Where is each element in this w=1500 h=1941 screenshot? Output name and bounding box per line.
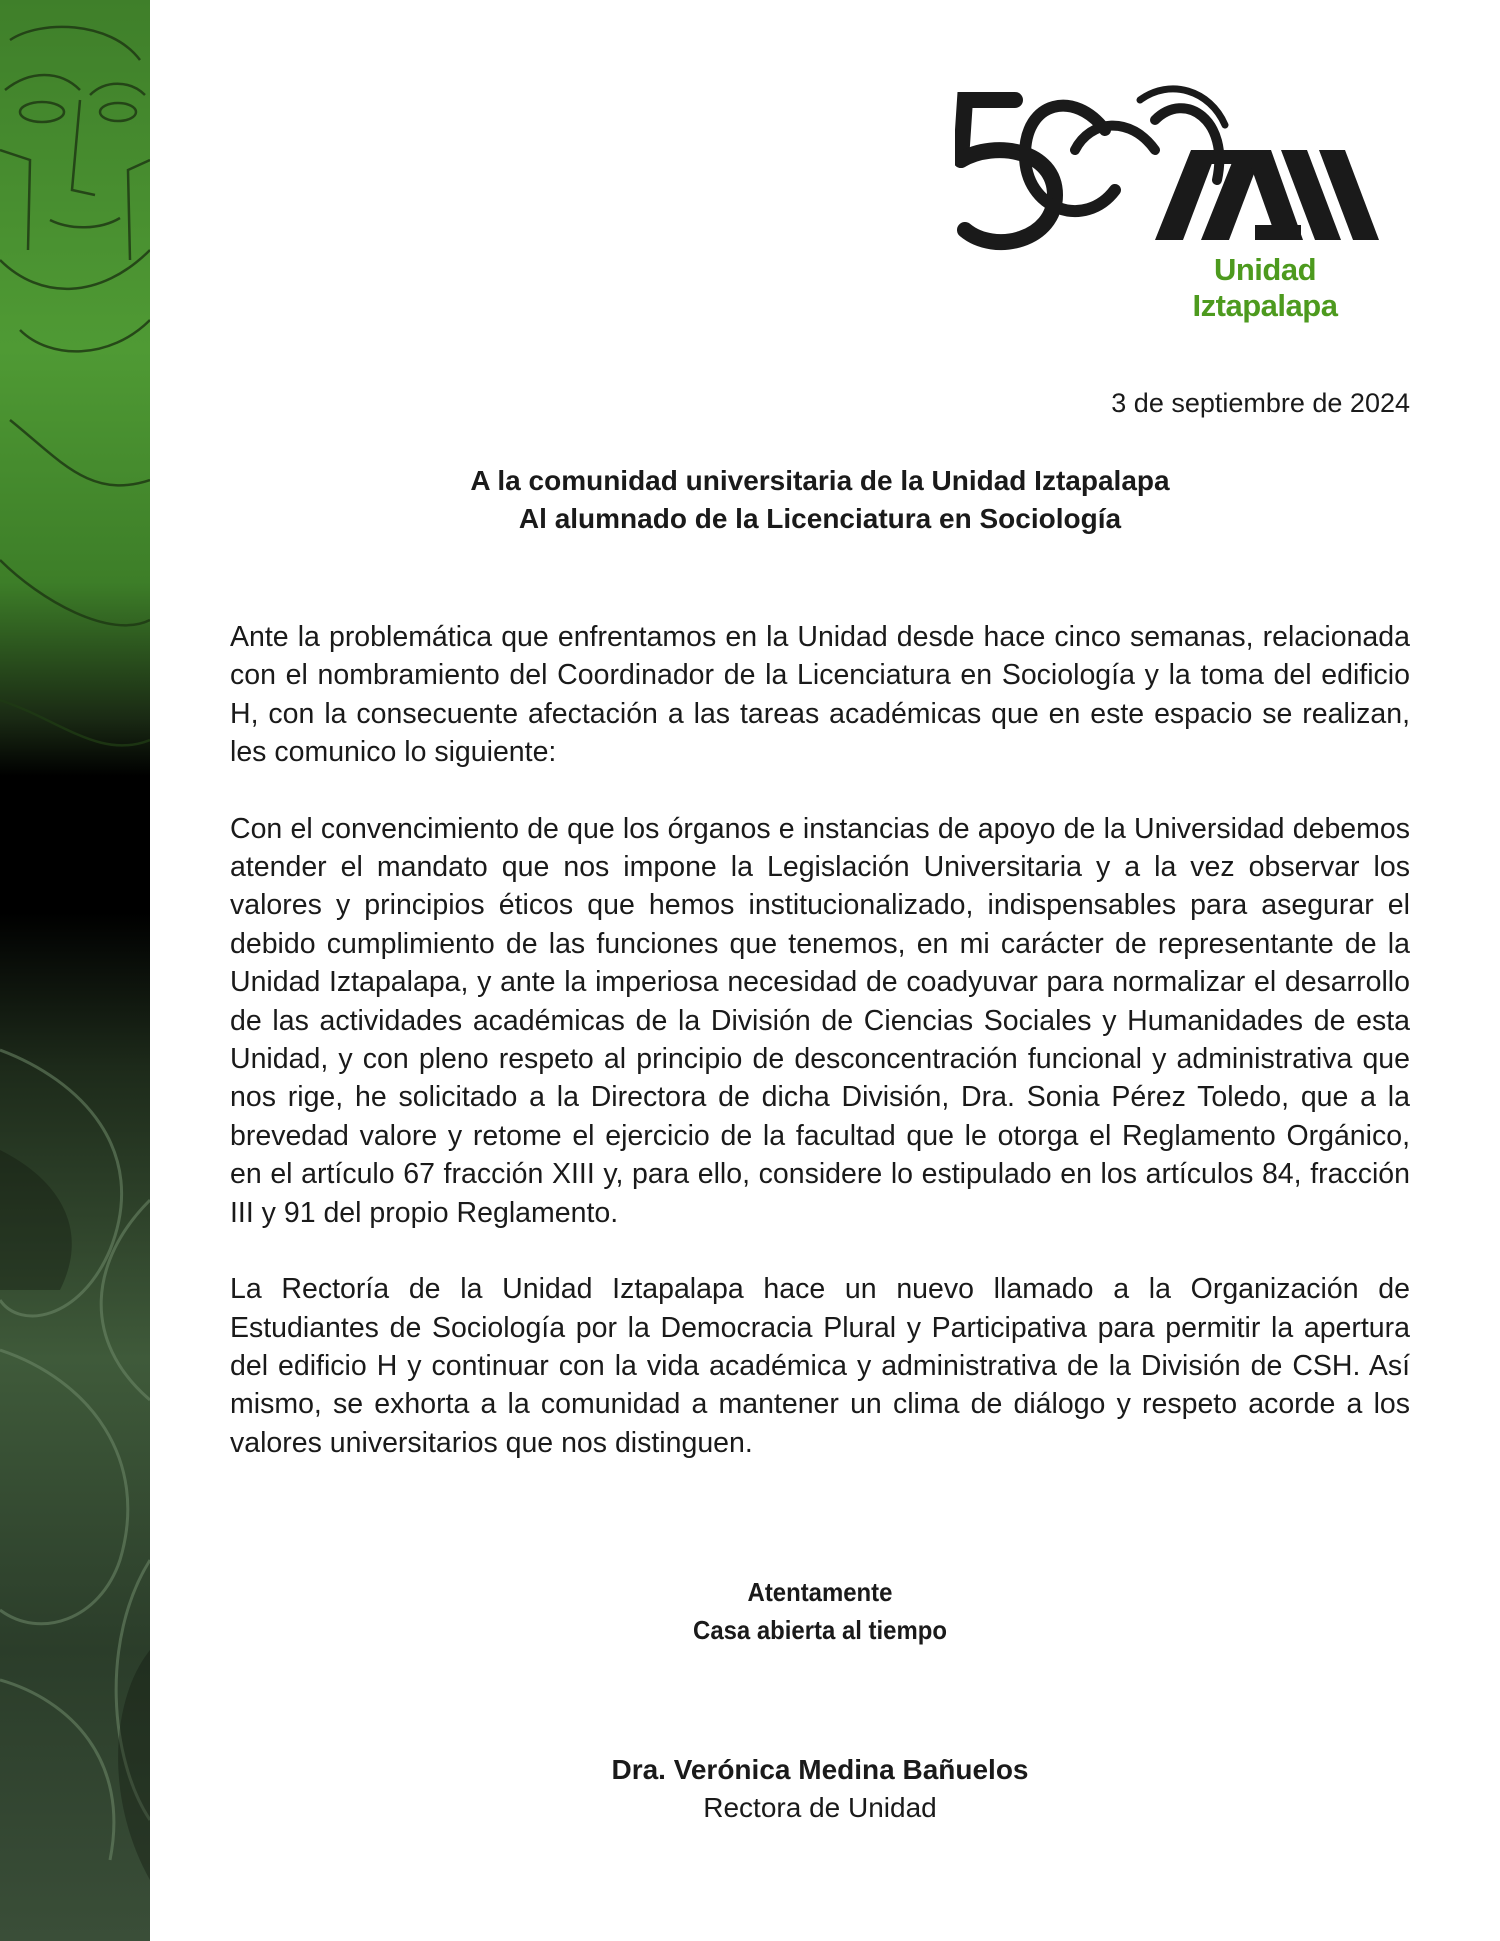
letter-date: 3 de septiembre de 2024 [1111, 388, 1410, 418]
closing-line: Atentamente [747, 1577, 893, 1607]
uam-50-logo [955, 80, 1415, 323]
signer-title: Rectora de Unidad [703, 1792, 937, 1823]
closing-motto: Casa abierta al tiempo [693, 1615, 947, 1645]
side-mural-image [0, 0, 150, 1941]
logo-mark-graphic [955, 80, 1415, 260]
logo-caption: Unidad Iztapalapa [1192, 252, 1338, 323]
closing [277, 1573, 1363, 1649]
letter-body [230, 618, 1410, 1500]
body-paragraph: Con el convencimiento de que los órganos e instancias de apoyo de la Universidad debemos atender el mandato que nos impone la Legislación Universitaria y a la vez observar los valores y principios éticos que hemos institucionalizado, indispensables para asegurar el debido cumplimiento de las funciones que tenemos, en mi carácter de representante de la Unidad Iztapalapa, y ante la imperiosa necesidad de coadyuvar para normalizar el desarrollo de las actividades académicas de la División de Ciencias Sociales y Humanidades de esta Unidad, y con pleno respeto al principio de desconcentración funcional y administrativa que nos rige, he solicitado a la Directora de dicha División, Dra. Sonia Pérez Toledo, que a la brevedad valore y retome el ejercicio de la facultad que le otorga el Reglamento Orgánico, en el artículo 67 fracción XIII y, para ello, considere lo estipulado en los artículos 84, fracción III y 91 del propio Reglamento. [230, 812, 1410, 1229]
signer-name: Dra. Verónica Medina Bañuelos [611, 1754, 1029, 1785]
body-paragraph: Ante la problemática que enfrentamos en la Unidad desde hace cinco semanas, relacionada con el nombramiento del Coordinador de la Licenciatura en Sociología y la toma del edificio H, con la consecuente afectación a las tareas académicas que en este espacio se realizan, les comunico lo siguiente: [230, 621, 1410, 769]
addressee-line: Al alumnado de la Licenciatura en Sociología [518, 503, 1122, 534]
signature-block [230, 1751, 1410, 1827]
body-paragraph: La Rectoría de la Unidad Iztapalapa hace un nuevo llamado a la Organización de Estudiantes de Sociología por la Democracia Plural y Participativa para permitir la apertura del edificio H y continuar con la vida académica y administrativa de la División de CSH. Así mismo, se exhorta a la comunidad a mantener un clima de diálogo y respeto acorde a los valores universitarios que nos distinguen. [230, 1273, 1410, 1459]
addressee-line: A la comunidad universitaria de la Unidad Iztapalapa [470, 465, 1170, 496]
addressees [230, 462, 1410, 538]
